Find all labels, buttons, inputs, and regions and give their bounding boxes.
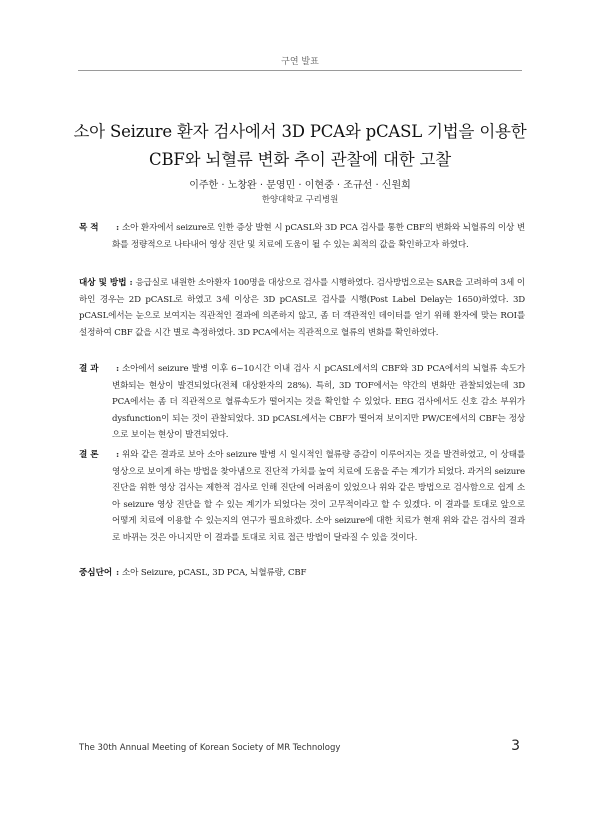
section-purpose: 목 적 : 소아 환자에서 seizure로 인한 증상 발현 시 pCASL와 3D PCA 검사를 통한 CBF의 변화와 뇌혈류의 이상 변화를 정량적으로 나타내어 영상 진단 및 치료에 도움이 될 수 있는 최적의 값을 확인하고자 하였다. <box>79 220 525 253</box>
title-line-1: 소아 Seizure 환자 검사에서 3D PCA와 pCASL 기법을 이용한 <box>73 122 527 141</box>
section-label: 대상 및 방법 <box>79 278 127 288</box>
section-keywords: 중심단어 : 소아 Seizure, pCASL, 3D PCA, 뇌혈류량, CBF <box>79 565 525 582</box>
section-result: 결 과 : 소아에서 seizure 발병 이후 6~10시간 이내 검사 시 pCASL에서의 CBF와 3D PCA에서의 뇌혈류 속도가 변화되는 현상이 발견되었다(전체 대상환자의 28%). 특히, 3D TOF에서는 약간의 변화만 관찰되었는데 3D PCA에서는 좀 더 직관적으로 혈류속도가 떨어지는 것을 확인할 수 있었다. EEG 검사에서도 신호 감소 부위가 dysfunction이 되는 것이 관찰되었다. 3D pCASL에서는 CBF가 떨어져 보이지만 PW/CE에서의 CBF는 정상으로 보이는 현상이 발견되었다. <box>79 361 525 444</box>
affiliation: 한양대학교 구리병원 <box>261 195 339 205</box>
page-number: 3 <box>511 738 520 754</box>
section-method: 대상 및 방법 : 응급실로 내원한 소아환자 100명을 대상으로 검사를 시행하였다. 검사방법으로는 SAR을 고려하여 3세 이하인 경우는 2D pCASL로 하였고 3세 이상은 3D pCASL로 검사를 시행(Post Label Delay는 1650)하였다. 3D pCASL에서는 눈으로 보여지는 직관적인 결과에 의존하지 않고, 좀 더 객관적인 데이터를 얻기 위해 환자에 맞는 ROI를 설정하여 CBF 값을 시간 별로 측정하였다. 3D PCA에서는 직관적으로 혈류의 변화를 확인하였다. <box>79 275 525 341</box>
footer-journal: The 30th Annual Meeting of Korean Society of MR Technology <box>79 743 341 753</box>
section-text: 응급실로 내원한 소아환자 100명을 대상으로 검사를 시행하였다. 검사방법으로는 SAR을 고려하여 3세 이하인 경우는 2D pCASL로 하였고 3세 이상은 3D pCASL로 검사를 시행(Post Label Delay는 1650)하였다. 3D pCASL에서는 눈으로 보여지는 직관적인 결과에 의존하지 않고, 좀 더 객관적인 데이터를 얻기 위해 환자에 맞는 ROI를 설정하여 CBF 값을 시간 별로 측정하였다. 3D PCA에서는 직관적으로 혈류의 변화를 확인하였다. <box>79 278 525 338</box>
authors: 이주한 · 노창완 · 문영민 · 이현중 · 조규선 · 신원희 <box>189 180 411 191</box>
header-divider <box>78 70 522 71</box>
section-label: 결 론 <box>79 450 99 460</box>
section-label: 결 과 <box>79 364 99 374</box>
section-text: 소아에서 seizure 발병 이후 6~10시간 이내 검사 시 pCASL에서의 CBF와 3D PCA에서의 뇌혈류 속도가 변화되는 현상이 발견되었다(전체 대상환자의 28%). 특히, 3D TOF에서는 약간의 변화만 관찰되었는데 3D PCA에서는 좀 더 직관적으로 혈류속도가 떨어지는 것을 확인할 수 있었다. EEG 검사에서도 신호 감소 부위가 dysfunction이 되는 것이 관찰되었다. 3D pCASL에서는 CBF가 떨어져 보이지만 PW/CE에서의 CBF는 정상으로 보이는 현상이 발견되었다. <box>112 364 525 441</box>
section-label: 중심단어 <box>79 568 113 578</box>
section-conclusion: 결 론 : 위와 같은 결과로 보아 소아 seizure 발병 시 일시적인 혈류량 증감이 이루어지는 것을 발견하였고, 이 상태를 영상으로 보이게 하는 방법을 찾아냄으로 진단적 가치를 높여 치료에 도움을 주는 계기가 되었다. 과거의 seizure 진단을 위한 영상 검사는 제한적 검사로 인해 진단에 어려움이 있었으나 위와 같은 방법으로 검사함으로 쉽게 소아 seizure 영상 진단을 할 수 있는 계기가 되었다는 것이 고무적이라고 할 수 있겠다. 이 결과를 토대로 앞으로 어떻게 치료에 이용할 수 있는지의 연구가 필요하겠다. 소아 seizure에 대한 치료가 현재 위와 같은 검사의 결과로 바뀌는 것은 아니지만 이 결과를 토대로 치료 접근 방법이 달라질 수 있을 것이다. <box>79 447 525 547</box>
section-label: 목 적 <box>79 223 99 233</box>
header-label: 구연 발표 <box>281 57 319 67</box>
title-line-2: CBF와 뇌혈류 변화 추이 관찰에 대한 고찰 <box>149 150 451 169</box>
section-text: 위와 같은 결과로 보아 소아 seizure 발병 시 일시적인 혈류량 증감이 이루어지는 것을 발견하였고, 이 상태를 영상으로 보이게 하는 방법을 찾아냄으로 진단적 가치를 높여 치료에 도움을 주는 계기가 되었다. 과거의 seizure 진단을 위한 영상 검사는 제한적 검사로 인해 진단에 어려움이 있었으나 위와 같은 방법으로 검사함으로 쉽게 소아 seizure 영상 진단을 할 수 있는 계기가 되었다는 것이 고무적이라고 할 수 있겠다. 이 결과를 토대로 앞으로 어떻게 치료에 이용할 수 있는지의 연구가 필요하겠다. 소아 seizure에 대한 치료가 현재 위와 같은 검사의 결과로 바뀌는 것은 아니지만 이 결과를 토대로 치료 접근 방법이 달라질 수 있을 것이다. <box>112 450 525 543</box>
paper-title <box>60 118 540 174</box>
section-text: 소아 Seizure, pCASL, 3D PCA, 뇌혈류량, CBF <box>122 568 307 578</box>
section-text: 소아 환자에서 seizure로 인한 증상 발현 시 pCASL와 3D PCA 검사를 통한 CBF의 변화와 뇌혈류의 이상 변화를 정량적으로 나타내어 영상 진단 및 치료에 도움이 될 수 있는 최적의 값을 확인하고자 하였다. <box>112 223 525 250</box>
